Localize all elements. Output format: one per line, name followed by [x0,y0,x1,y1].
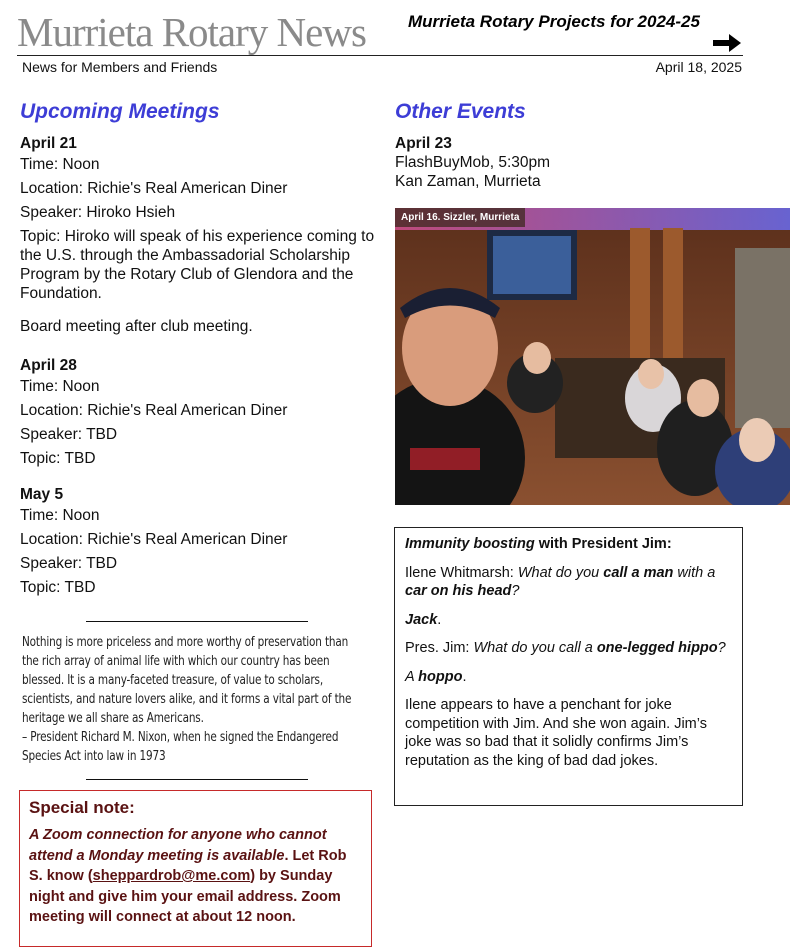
special-note-line1-end: . Let Rob S. know ( [29,847,347,884]
nixon-quote [22,633,368,766]
meeting-location: Location: Richie's Real American Diner [20,531,288,548]
joke-box [394,527,743,806]
joke-a1: Jack. [405,611,442,628]
special-note-heading: Special note: [29,798,135,817]
quote-bottom-rule [86,779,308,780]
tagline: News for Members and Friends [22,59,218,75]
other-events-heading: Other Events [395,100,526,123]
meeting-speaker: Speaker: TBD [20,426,118,443]
meeting-time: Time: Noon [20,156,100,173]
meeting-april-28 [20,356,375,468]
event-date: April 23 [395,135,452,152]
special-note-line2: ) by Sunday night and give him your email address. Zoom meeting will connect at about 12 noon. [29,868,341,925]
photo-illustration [395,208,790,505]
meeting-topic: Topic: TBD [20,579,96,596]
event-line1: FlashBuyMob, 5:30pm [395,154,551,171]
meeting-speaker: Speaker: Hiroko Hsieh [20,204,176,221]
meeting-date: April 21 [20,135,77,152]
projects-link[interactable]: Murrieta Rotary Projects for 2024-25 [408,12,700,31]
meeting-time: Time: Noon [20,378,100,395]
masthead-title: Murrieta Rotary News [17,9,366,55]
event-line2: Kan Zaman, Murrieta [395,173,541,190]
upcoming-meetings-heading: Upcoming Meetings [20,100,220,123]
meeting-topic: Topic: TBD [20,450,96,467]
special-note-body [29,825,362,928]
meeting-date: May 5 [20,486,64,503]
joke-title: Immunity boosting with President Jim: [405,536,672,552]
other-events [395,134,755,191]
meeting-april-21 [20,134,375,336]
meeting-note: Board meeting after club meeting. [20,318,253,335]
meeting-speaker: Speaker: TBD [20,555,118,572]
special-note-box [19,790,372,947]
joke-q2: Pres. Jim: What do you call a one-legged hippo? [405,640,726,656]
event-photo [395,208,790,505]
quote-text: Nothing is more priceless and more worthy of preservation than the rich array of animal life with which our country has been blessed. It is a many-faceted treasure, of value to scholars, scientists, and nature lovers alike, and it forms a vital part of the heritage we all share as Americans. [22,635,352,726]
photo-caption: April 16. Sizzler, Murrieta [395,208,525,227]
meeting-date: April 28 [20,357,77,374]
header-rule [17,55,743,56]
email-link[interactable]: sheppardrob@me.com [92,868,251,884]
meeting-location: Location: Richie's Real American Diner [20,402,288,419]
arrow-right-icon[interactable] [712,34,742,52]
meeting-location: Location: Richie's Real American Diner [20,180,288,197]
issue-date: April 18, 2025 [655,59,742,75]
quote-top-rule [86,621,308,622]
meeting-time: Time: Noon [20,507,100,524]
joke-a2: A hoppo. [405,668,467,685]
meeting-may-5 [20,485,375,597]
joke-summary: Ilene appears to have a penchant for joke competition with Jim. And she won again. Jim’s joke was so bad that it solidly confirms Jim’s reputation as the king of bad dad jokes. [405,697,707,769]
upcoming-meetings [20,134,375,611]
meeting-topic: Topic: Hiroko will speak of his experience coming to the U.S. through the Ambassadorial Scholarship Program by the Rotary Club of Glendora and the Foundation. [20,228,375,302]
special-note-line1: A Zoom connection for anyone who cannot attend a Monday meeting is available [29,827,327,864]
quote-attribution: – President Richard M. Nixon, when he signed the Endangered Species Act into law in 1973 [22,730,339,764]
joke-q1: Ilene Whitmarsh: What do you call a man with a car on his head? [405,564,716,599]
